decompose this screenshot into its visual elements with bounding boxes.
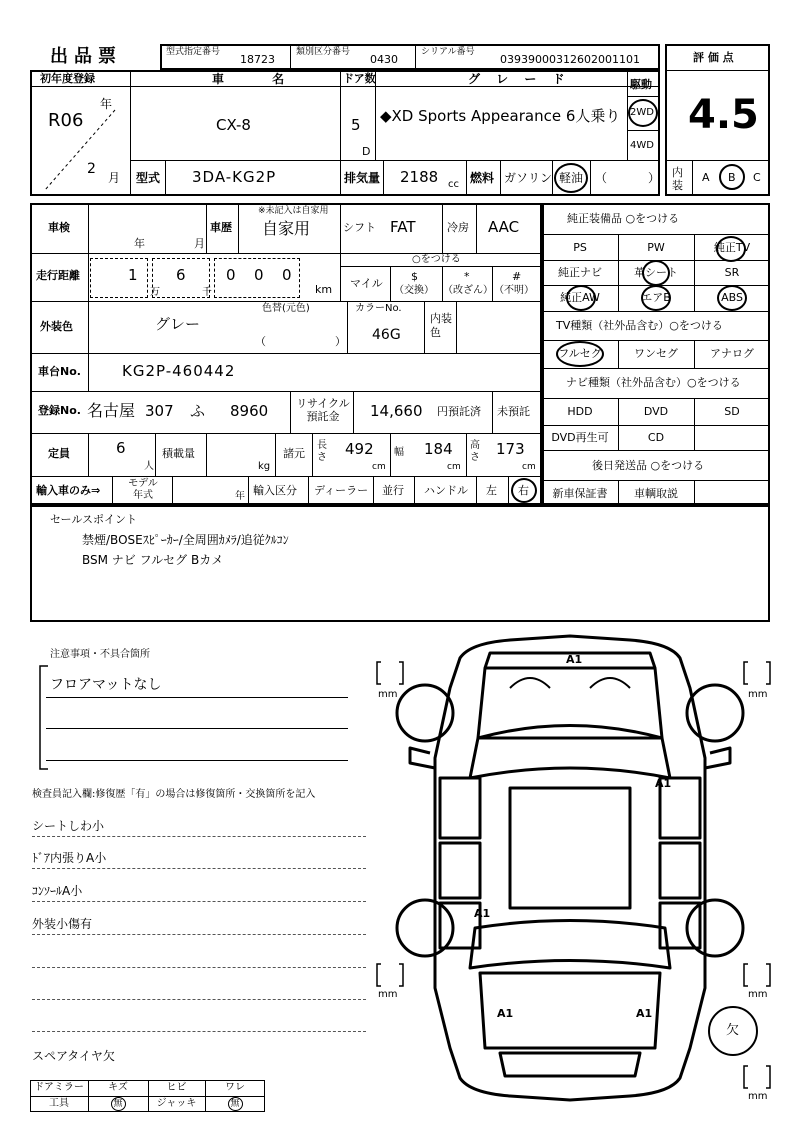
- exterior-color: グレー: [155, 315, 201, 333]
- equip-airbag-circle: [641, 285, 671, 311]
- mileage-digit-4: 0: [254, 266, 264, 284]
- fuel-gasoline: ガソリン: [504, 171, 553, 185]
- import-class-label: 輸入区分: [253, 484, 297, 497]
- equip-leather: 革シート: [634, 266, 678, 279]
- grade-label: グ レ ー ド: [468, 72, 571, 86]
- recycle-amount: 14,660: [370, 402, 423, 420]
- mm-spare: mm: [748, 1091, 768, 1102]
- mileage-digit-3: 0: [226, 266, 236, 284]
- first-reg-label: 初年度登録: [40, 72, 95, 85]
- first-reg-year: R06: [48, 110, 84, 131]
- mileage-digit-1: 1: [128, 266, 138, 284]
- capacity-unit: 人: [144, 461, 154, 472]
- load-unit: kg: [258, 461, 271, 472]
- exterior-label: 外装色: [40, 320, 73, 333]
- later-title: 後日発送品 ○をつける: [592, 459, 705, 472]
- interior-c: C: [753, 171, 761, 184]
- height-value: 173: [496, 440, 525, 458]
- load-label: 積載量: [162, 447, 195, 460]
- reg-place: 名古屋: [87, 401, 136, 420]
- class-code-label: 類別区分番号: [296, 47, 351, 57]
- interior-a: A: [702, 171, 710, 184]
- inspector-line-2: ﾄﾞｱ内張りA小: [32, 851, 107, 865]
- mileage-circle-note: ○をつける: [412, 254, 461, 265]
- mm-rear-left: mm: [378, 989, 398, 1000]
- sheet-title: 出品票: [50, 46, 122, 67]
- recycle-label: リサイクル預託金: [296, 397, 350, 423]
- sales-point-line2: BSM ナビ フルセグ Bカメ: [82, 553, 224, 567]
- drive-2wd: 2WD: [630, 107, 654, 118]
- equip-ps: PS: [573, 241, 587, 254]
- height-unit: cm: [522, 462, 536, 472]
- first-reg-year-unit: 年: [100, 97, 113, 111]
- mileage-digit-2: 6: [176, 266, 186, 284]
- recycle-unpaid: 未預託: [497, 405, 530, 418]
- ac-value: AAC: [488, 218, 520, 236]
- color-origin-label: 色替(元色): [262, 303, 310, 314]
- model-year-unit: 年: [235, 491, 245, 502]
- fuel-diesel-circle: [554, 163, 588, 193]
- score-label: 評 価 点: [693, 51, 734, 64]
- doors-label: ドア数: [343, 72, 376, 85]
- tv-fullseg: フルセグ: [558, 347, 602, 360]
- tools-head-broken: ワレ: [225, 1082, 245, 1093]
- tools-head-mirror: ドアミラー: [34, 1082, 84, 1093]
- dealer-label: ディーラー: [314, 484, 369, 497]
- width-value: 184: [424, 440, 453, 458]
- bracket-spare: [742, 1064, 772, 1090]
- capacity-value: 6: [116, 439, 126, 457]
- class-code-value: 0430: [370, 53, 398, 66]
- equip-abs-circle: [717, 285, 747, 311]
- sales-point-label: セールスポイント: [50, 513, 138, 526]
- equip-leather-circle: [642, 260, 670, 286]
- bracket-front-left: [375, 660, 405, 686]
- dims-label: 諸元: [283, 447, 305, 460]
- damage-mark-left-side: A1: [474, 907, 491, 920]
- mm-front-left: mm: [378, 689, 398, 700]
- parallel-label: 並行: [382, 484, 404, 497]
- equip-airbag: エアB: [641, 291, 671, 304]
- doors-value: 5: [351, 116, 361, 134]
- equip-aw: 純正AW: [560, 291, 600, 304]
- inspector-title: 検査員記入欄:修復歴「有」の場合は修復箇所・交換箇所を記入: [32, 789, 316, 800]
- tamper-label: （改ざん）: [443, 285, 493, 296]
- model-code-value: 18723: [240, 53, 275, 66]
- first-reg-month-unit: 月: [108, 171, 121, 185]
- drive-4wd: 4WD: [630, 140, 654, 151]
- tools-tool-label: 工具: [49, 1098, 69, 1109]
- reg-label: 登録No.: [38, 404, 81, 417]
- drive-label: 駆動: [630, 78, 652, 91]
- history-value: 自家用: [262, 219, 311, 238]
- inspection-year-unit: 年: [134, 237, 145, 250]
- tools-tool-circle: [111, 1097, 126, 1111]
- inspector-line-1: シートしわ小: [32, 819, 105, 833]
- later-manual: 車輌取説: [634, 487, 678, 500]
- width-unit: cm: [447, 462, 461, 472]
- later-warranty: 新車保証書: [552, 487, 608, 500]
- handle-label: ハンドル: [424, 484, 468, 497]
- spare-tire-missing: 欠: [726, 1023, 740, 1038]
- inspector-line-3: ｺﾝｿｰﾙA小: [32, 884, 83, 898]
- displacement-label: 排気量: [344, 171, 381, 185]
- mm-front-right: mm: [748, 689, 768, 700]
- serial-value: 03939000312602001101: [500, 53, 640, 66]
- shift-label: シフト: [343, 221, 376, 234]
- tv-oneseg: ワンセグ: [634, 347, 678, 360]
- interior-label: 内装: [672, 166, 683, 192]
- handle-right-circle: [511, 478, 537, 503]
- dvd-cd: CD: [647, 431, 665, 444]
- model-code-label: 型式指定番号: [166, 47, 221, 57]
- navi-hdd: HDD: [567, 405, 593, 418]
- tv-analog: アナログ: [710, 347, 754, 360]
- inspection-month-unit: 月: [194, 237, 205, 250]
- equip-pw: PW: [647, 241, 665, 254]
- length-label: 長さ: [317, 440, 327, 463]
- mm-rear-right: mm: [748, 989, 768, 1000]
- navi-sd: SD: [724, 405, 740, 418]
- damage-mark-right-side: A1: [655, 777, 672, 790]
- hash-label: #: [512, 270, 522, 283]
- tv-title: TV種類（社外品含む）○をつける: [556, 319, 723, 332]
- score-value: 4.5: [688, 92, 759, 138]
- car-name-label: 車 名: [212, 72, 307, 86]
- length-value: 492: [345, 440, 374, 458]
- displacement-value: 2188: [400, 168, 439, 186]
- tools-jack-value: 無: [230, 1099, 240, 1109]
- equip-tv: 純正TV: [713, 241, 751, 254]
- handle-left: 左: [486, 484, 497, 497]
- displacement-unit: cc: [448, 179, 459, 190]
- color-no-value: 46G: [372, 327, 401, 343]
- bracket-rear-left: [375, 962, 405, 988]
- mileage-man-unit: 万: [150, 287, 160, 298]
- chassis-value: KG2P-460442: [122, 362, 236, 380]
- length-unit: cm: [372, 462, 386, 472]
- fuel-diesel: 軽油: [559, 171, 584, 185]
- tools-head-crack: ヒビ: [166, 1082, 187, 1093]
- equip-tv-circle: [716, 236, 746, 262]
- color-no-label: カラーNo.: [355, 303, 402, 314]
- tools-jack-circle: [228, 1097, 243, 1111]
- mileage-label: 走行距離: [36, 269, 80, 282]
- notes-title: 注意事項・不具合箇所: [50, 649, 150, 660]
- inspection-label: 車検: [48, 221, 70, 234]
- serial-label: シリアル番号: [421, 47, 475, 57]
- width-label: 幅: [394, 447, 404, 458]
- bracket-rear-right: [742, 962, 772, 988]
- inspector-line-4: 外装小傷有: [32, 917, 93, 931]
- first-reg-month: 2: [87, 161, 96, 177]
- bracket-front-right: [742, 660, 772, 686]
- color-paren-close: ）: [335, 335, 346, 348]
- damage-mark-front: A1: [566, 653, 583, 666]
- fuel-other-open: （: [595, 171, 608, 185]
- ac-label: 冷房: [447, 221, 469, 234]
- interior-b-circle: [719, 164, 745, 190]
- tools-head-scratch: キズ: [108, 1082, 128, 1093]
- door-type: D: [362, 145, 371, 158]
- history-label: 車歴: [210, 221, 232, 234]
- drive-2wd-circle: [628, 99, 658, 127]
- exchange-label: （交換）: [394, 285, 434, 296]
- unknown-label: （不明）: [494, 285, 534, 296]
- reg-kana: ふ: [190, 402, 206, 420]
- navi-dvd: DVD: [643, 405, 669, 418]
- import-label: 輸入車のみ⇒: [36, 484, 101, 497]
- equipment-title: 純正装備品 ○をつける: [567, 212, 680, 225]
- fuel-label: 燃料: [470, 171, 495, 185]
- grade-value: ◆XD Sports Appearance 6人乗り: [380, 107, 621, 125]
- reg-number: 8960: [230, 402, 269, 420]
- damage-mark-rear-left: A1: [497, 1007, 514, 1020]
- dollar-label: $: [411, 270, 418, 283]
- shift-value: FAT: [390, 218, 416, 236]
- damage-mark-rear-right: A1: [636, 1007, 653, 1020]
- mile-label: マイル: [350, 277, 383, 290]
- model-year-label: モデル年式: [128, 478, 158, 501]
- fuel-other-close: ）: [648, 171, 661, 185]
- star-label: *: [464, 270, 470, 283]
- handle-right: 右: [518, 484, 529, 497]
- mileage-digit-5: 0: [282, 266, 292, 284]
- mileage-digit-box-1: [90, 258, 148, 298]
- tools-tool-value: 無: [113, 1099, 123, 1109]
- navi-title: ナビ種類（社外品含む）○をつける: [566, 376, 741, 389]
- tv-fullseg-circle: [556, 341, 604, 367]
- equip-navi: 純正ナビ: [558, 266, 602, 279]
- chassis-label: 車台No.: [38, 365, 81, 378]
- dvd-playable: DVD再生可: [551, 431, 609, 444]
- mileage-sen-unit: 千: [202, 287, 212, 298]
- equip-aw-circle: [566, 285, 596, 311]
- interior-color-label: 内装色: [430, 312, 452, 339]
- car-name-value: CX-8: [216, 116, 251, 134]
- height-label: 高さ: [470, 440, 480, 463]
- history-note: ※未記入は自家用: [258, 206, 329, 216]
- type-value: 3DA-KG2P: [192, 168, 277, 186]
- color-paren-open: （: [255, 335, 266, 348]
- recycle-status: 円預託済: [437, 405, 481, 418]
- notes-line-1: フロアマットなし: [50, 677, 162, 693]
- interior-b: B: [728, 171, 736, 184]
- equip-sr: SR: [724, 266, 740, 279]
- equip-abs: ABS: [721, 291, 743, 304]
- mileage-km-unit: km: [315, 283, 333, 296]
- reg-class: 307: [145, 402, 174, 420]
- inspector-line-8: スペアタイヤ欠: [32, 1049, 115, 1063]
- tools-jack-label: ジャッキ: [156, 1098, 197, 1109]
- sales-point-line1: 禁煙/BOSEｽﾋﾟｰｶｰ/全周囲ｶﾒﾗ/追従ｸﾙｺﾝ: [82, 533, 289, 547]
- capacity-label: 定員: [48, 447, 70, 460]
- type-label: 型式: [136, 171, 161, 185]
